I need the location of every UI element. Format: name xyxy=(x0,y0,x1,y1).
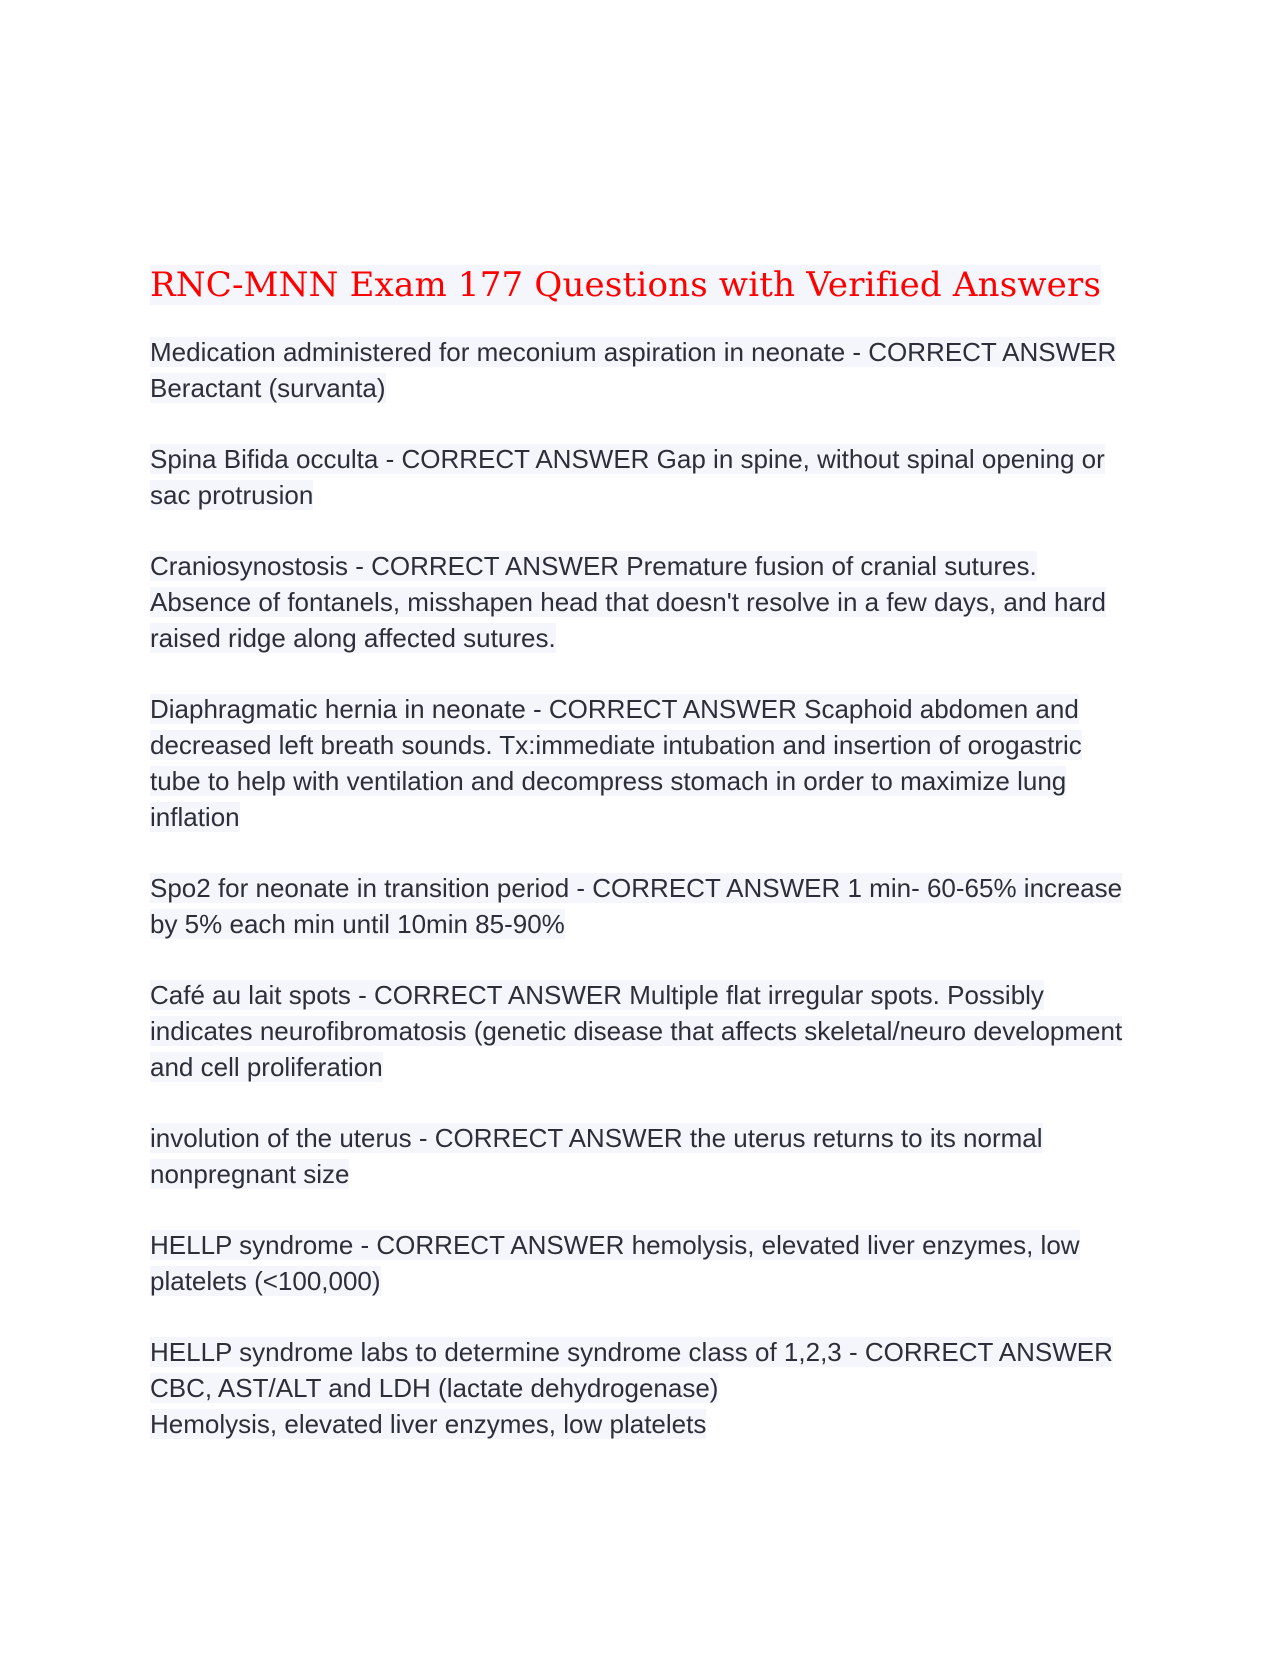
qa-item-spina-bifida: Spina Bifida occulta - CORRECT ANSWER Gap in spine, without spinal opening or sac protrusion xyxy=(150,444,1105,510)
qa-item-spo2: Spo2 for neonate in transition period - CORRECT ANSWER 1 min- 60-65% increase by 5% each min until 10min 85-90% xyxy=(150,873,1123,939)
qa-item-involution: involution of the uterus - CORRECT ANSWER the uterus returns to its normal nonpregnant size xyxy=(150,1123,1043,1189)
qa-item-hellp-labs-extra: Hemolysis, elevated liver enzymes, low platelets xyxy=(150,1409,707,1439)
qa-item-hellp: HELLP syndrome - CORRECT ANSWER hemolysis, elevated liver enzymes, low platelets (<100,000) xyxy=(150,1230,1080,1296)
qa-item-meconium: Medication administered for meconium aspiration in neonate - CORRECT ANSWER Beractant (survanta) xyxy=(150,337,1117,403)
document-title: RNC-MNN Exam 177 Questions with Verified Answers xyxy=(150,265,1102,305)
qa-item-hellp-labs: HELLP syndrome labs to determine syndrome class of 1,2,3 - CORRECT ANSWER CBC, AST/ALT and LDH (lactate dehydrogenase) Hemolysis, elevated liver enzymes, low platelets xyxy=(150,1337,1113,1439)
qa-item-diaphragmatic-hernia: Diaphragmatic hernia in neonate - CORRECT ANSWER Scaphoid abdomen and decreased left breath sounds. Tx:immediate intubation and insertion of orogastric tube to help with ventilation and decompress stomach in order to maximize lung inflation xyxy=(150,694,1082,832)
qa-item-cafe-au-lait: Café au lait spots - CORRECT ANSWER Multiple flat irregular spots. Possibly indicates neurofibromatosis (genetic disease that affects skeletal/neuro development and cell proliferation xyxy=(150,980,1123,1082)
document-content xyxy=(150,262,1130,1477)
qa-item-craniosynostosis: Craniosynostosis - CORRECT ANSWER Premature fusion of cranial sutures. Absence of fontanels, misshapen head that doesn't resolve in a few days, and hard raised ridge along affected sutures. xyxy=(150,551,1107,653)
